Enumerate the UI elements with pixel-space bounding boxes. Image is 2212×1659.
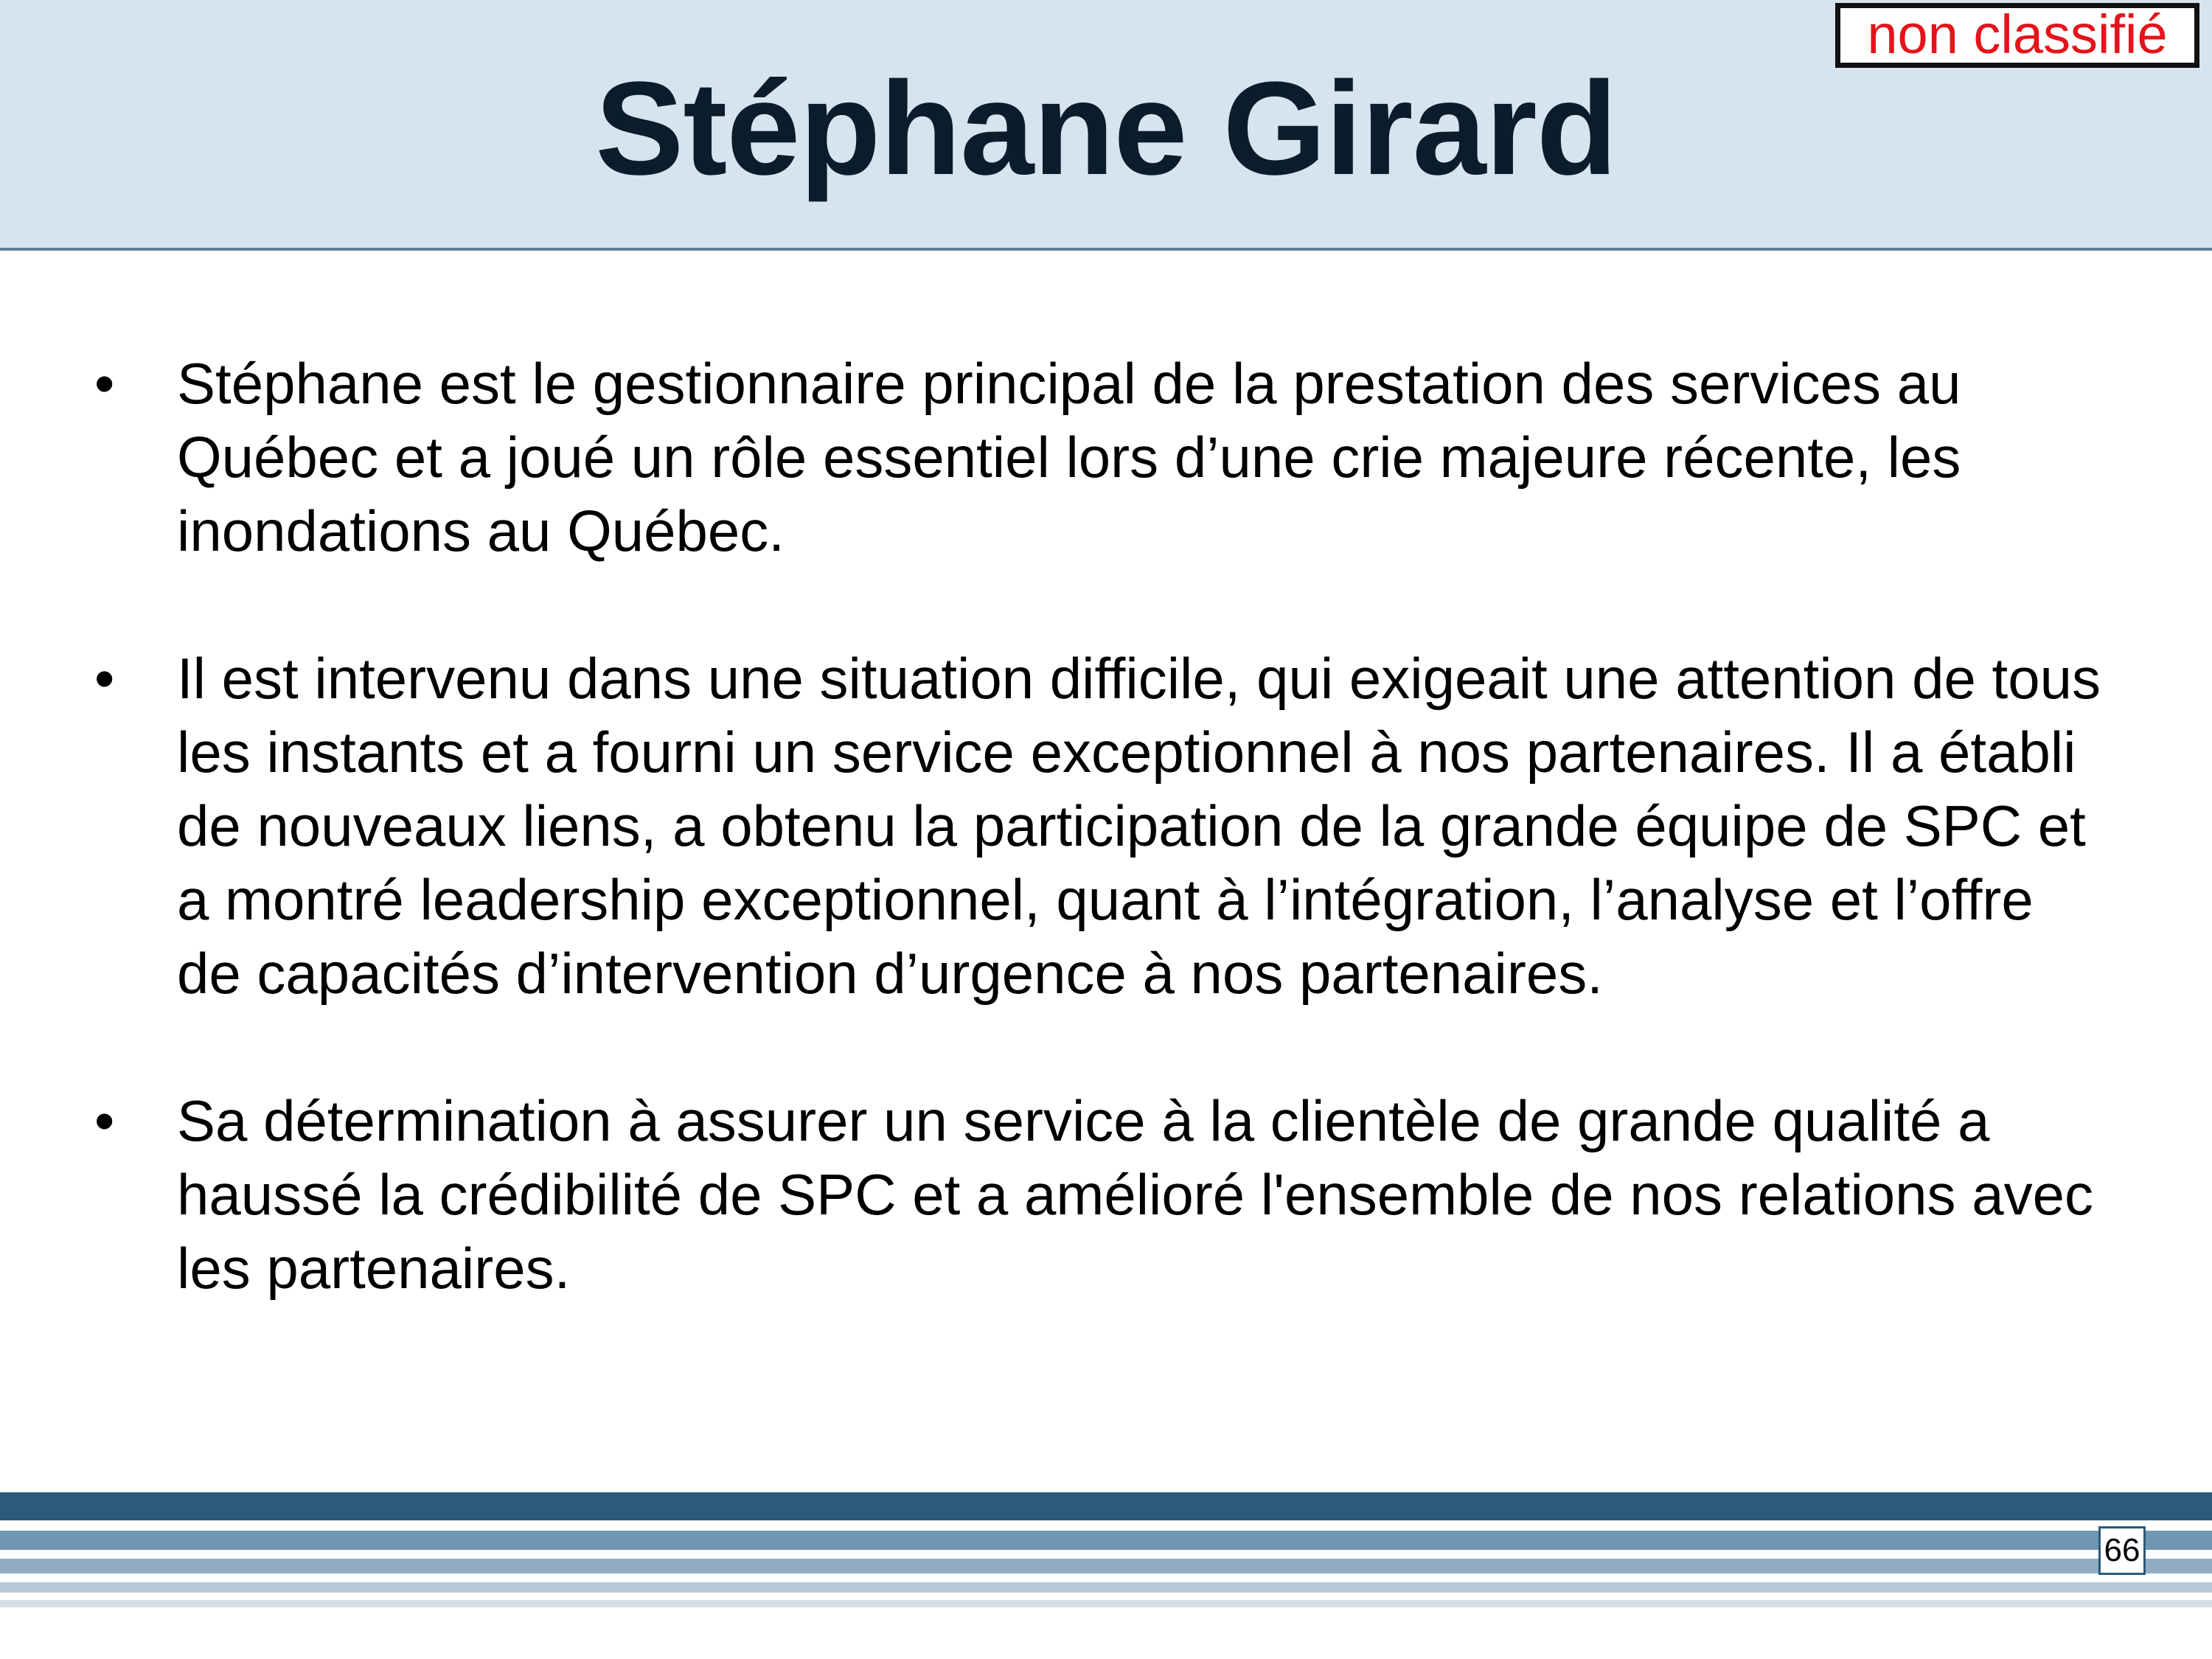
slide-title: Stéphane Girard <box>595 55 1617 203</box>
bullet-dot-icon: • <box>94 351 115 416</box>
footer-band-mid-2 <box>0 1559 2212 1573</box>
bullet-item <box>0 641 2109 1010</box>
footer-band-light <box>0 1582 2212 1593</box>
bullet-text: Il est intervenu dans une situation difficile, qui exigeait une attention de tous les instants et a fourni un service exceptionnel à nos partenaires. Il a établi de nouveaux liens, a obtenu la participation de la grande équipe de SPC et a montré leadership exceptionnel, quant à l’intégration, l’analyse et l’offre de capacités d’intervention d’urgence à nos partenaires. <box>177 646 2101 1006</box>
bullet-dot-icon: • <box>94 646 115 711</box>
bullet-text: Stéphane est le gestionnaire principal de la prestation des services au Québec et a joué un rôle essentiel lors d’une crie majeure récente, les inondations au Québec. <box>177 351 1961 563</box>
classification-badge: non classifié <box>1835 3 2199 68</box>
bullet-item <box>0 1084 2109 1305</box>
bullet-item <box>0 347 2109 568</box>
footer-band-lightest <box>0 1600 2212 1607</box>
footer-band-dark <box>0 1492 2212 1520</box>
slide-header <box>0 0 2212 251</box>
page-number: 66 <box>2098 1526 2146 1575</box>
bullet-dot-icon: • <box>94 1088 115 1153</box>
footer-band-mid <box>0 1531 2212 1550</box>
bullet-text: Sa détermination à assurer un service à la clientèle de grande qualité a haussé la crédibilité de SPC et a amélioré l'ensemble de nos relations avec les partenaires. <box>177 1088 2093 1301</box>
bullet-list <box>0 347 2212 1379</box>
